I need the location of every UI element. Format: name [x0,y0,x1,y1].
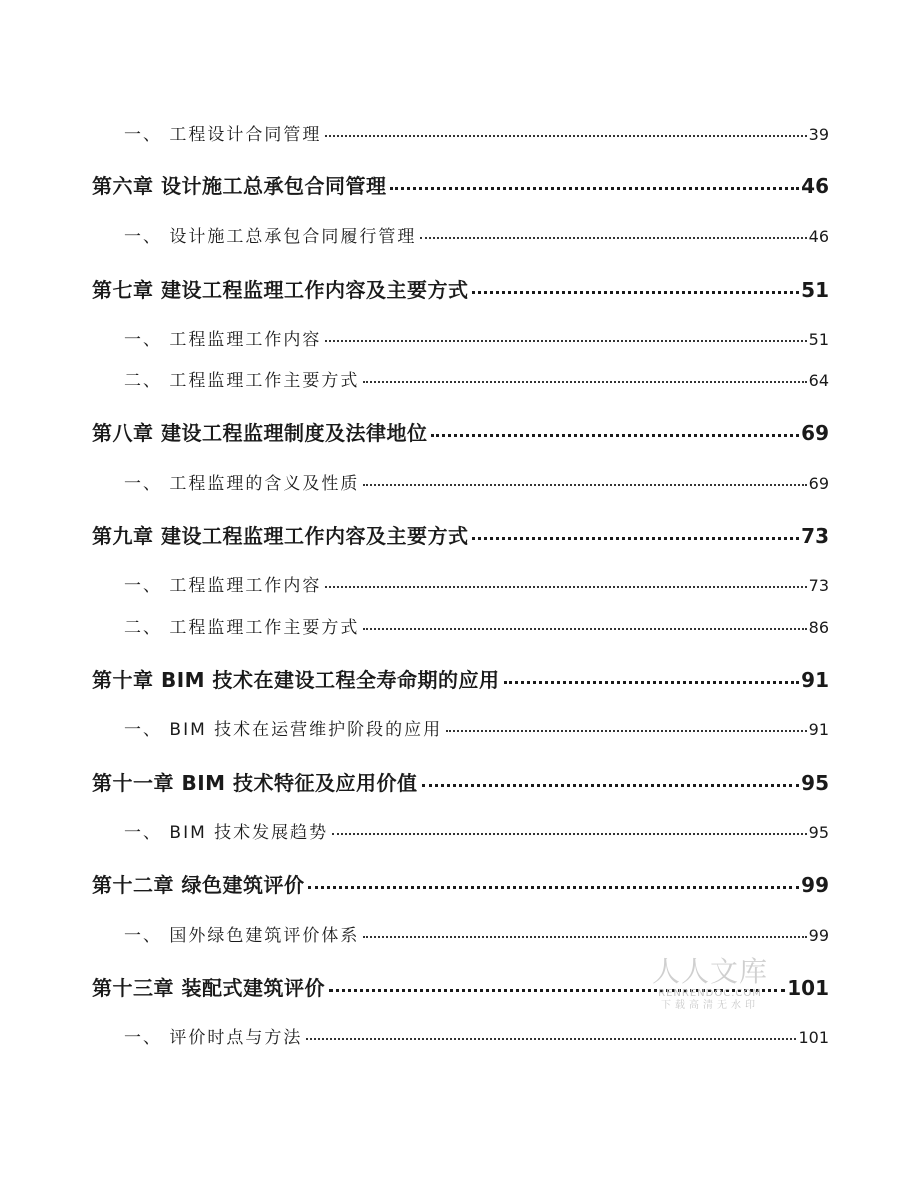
toc-entry-section[interactable] [124,722,829,739]
dot-leader [332,833,806,835]
toc-entry-page: 69 [808,474,829,493]
dot-leader [325,135,806,137]
toc-entry-title: 一、 国外绿色建筑评价体系 [124,926,360,946]
toc-entry-title: 第十章 BIM 技术在建设工程全寿命期的应用 [92,668,500,692]
dot-leader [472,291,799,294]
toc-entry-page: 73 [808,576,829,595]
toc-entry-page: 51 [808,330,829,349]
toc-entry-chapter[interactable] [92,526,829,546]
toc-entry-title: 一、 评价时点与方法 [124,1028,303,1048]
toc-entry-section[interactable] [124,928,829,945]
toc-entry-title: 第十二章 绿色建筑评价 [92,873,305,897]
toc-entry-title: 一、 工程设计合同管理 [124,125,322,145]
toc-entry-page: 95 [801,771,829,795]
dot-leader [325,340,806,342]
toc-entry-page: 73 [801,524,829,548]
dot-leader [422,784,800,787]
toc-entry-title: 一、 设计施工总承包合同履行管理 [124,227,417,247]
dot-leader [363,628,806,630]
toc-entry-section[interactable] [124,127,829,144]
dot-leader [390,187,799,190]
toc-entry-title: 二、 工程监理工作主要方式 [124,618,360,638]
toc-entry-section[interactable] [124,1030,829,1047]
toc-entry-page: 51 [801,278,829,302]
toc-entry-page: 95 [808,823,829,842]
dot-leader [472,537,799,540]
toc-entry-page: 46 [808,227,829,246]
toc-entry-title: 第七章 建设工程监理工作内容及主要方式 [92,278,469,302]
dot-leader [363,484,806,486]
watermark-site: RENRENDOC.COM [658,988,762,999]
toc-entry-section[interactable] [124,229,829,246]
toc-entry-title: 一、 BIM 技术发展趋势 [124,823,329,843]
dot-leader [431,434,799,437]
toc-entry-chapter[interactable] [92,176,829,196]
watermark-tagline: 下载高清无水印 [661,1000,759,1011]
toc-entry-chapter[interactable] [92,280,829,300]
toc-entry-section[interactable] [124,332,829,349]
toc-entry-page: 101 [787,976,829,1000]
toc-entry-title: 一、 工程监理工作内容 [124,576,322,596]
dot-leader [446,730,806,732]
toc-entry-chapter[interactable] [92,875,829,895]
toc-entry-section[interactable] [124,825,829,842]
toc-entry-title: 第十一章 BIM 技术特征及应用价值 [92,771,418,795]
toc-entry-title: 第八章 建设工程监理制度及法律地位 [92,421,428,445]
dot-leader [308,886,799,889]
toc-entry-title: 一、 BIM 技术在运营维护阶段的应用 [124,720,443,740]
toc-entry-page: 64 [808,371,829,390]
toc-entry-page: 86 [808,618,829,637]
toc-entry-page: 91 [808,720,829,739]
toc-entry-page: 39 [808,125,829,144]
toc-entry-title: 第九章 建设工程监理工作内容及主要方式 [92,524,469,548]
toc-entry-section[interactable] [124,620,829,637]
dot-leader [504,681,800,684]
watermark-logo: 人人文库 [651,955,768,988]
toc-entry-chapter[interactable] [92,773,829,793]
toc-entry-title: 第六章 设计施工总承包合同管理 [92,174,387,198]
dot-leader [363,936,806,938]
toc-entry-page: 69 [801,421,829,445]
toc-entry-page: 91 [801,668,829,692]
toc-entry-section[interactable] [124,476,829,493]
dot-leader [363,381,806,383]
toc-entry-title: 第十三章 装配式建筑评价 [92,976,325,1000]
toc-entry-chapter[interactable] [92,423,829,443]
toc-entry-page: 99 [801,873,829,897]
toc-entry-title: 一、 工程监理工作内容 [124,330,322,350]
toc-entry-title: 二、 工程监理工作主要方式 [124,371,360,391]
dot-leader [420,237,806,239]
toc-entry-title: 一、 工程监理的含义及性质 [124,474,360,494]
toc-entry-page: 99 [808,926,829,945]
toc-entry-section[interactable] [124,373,829,390]
toc-entry-chapter[interactable] [92,670,829,690]
toc-entry-page: 46 [801,174,829,198]
toc-entry-chapter[interactable] [92,978,829,998]
toc-entry-section[interactable] [124,578,829,595]
dot-leader [325,586,806,588]
toc-entry-page: 101 [798,1028,829,1047]
dot-leader [306,1038,796,1040]
dot-leader [329,989,785,992]
